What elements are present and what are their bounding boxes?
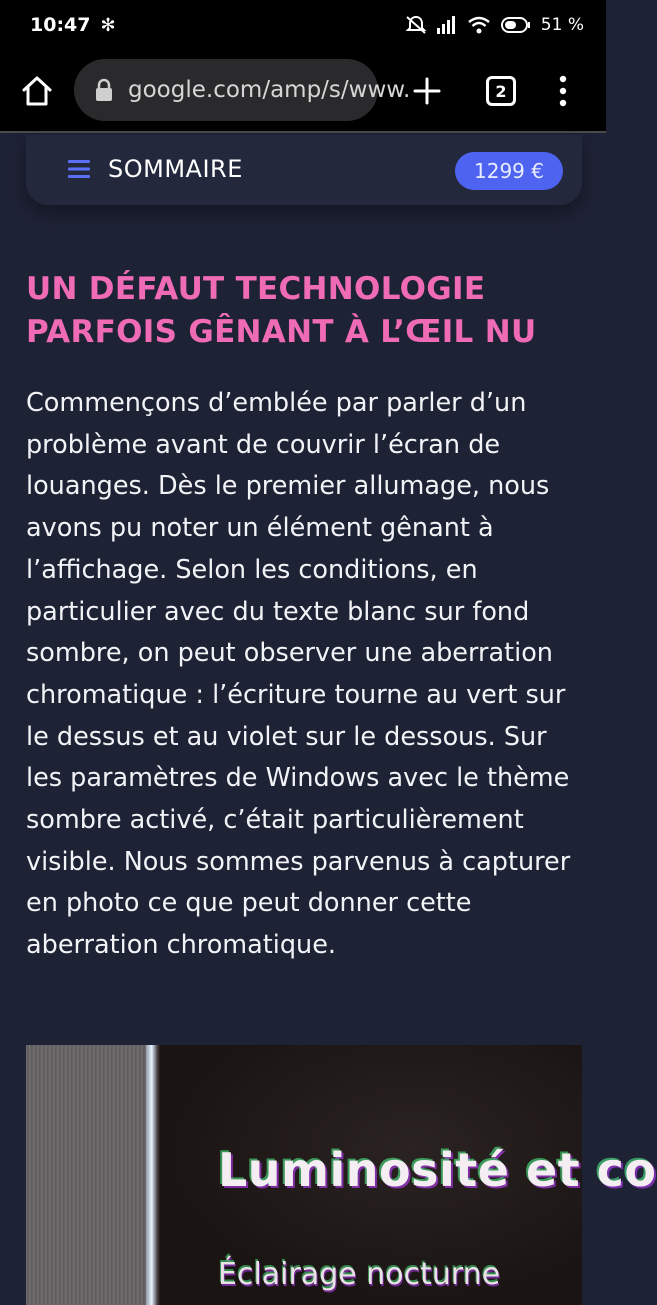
status-bar: [0, 0, 606, 50]
article-content: [0, 133, 657, 1292]
home-icon[interactable]: [20, 74, 54, 108]
status-icons: [405, 15, 584, 35]
sommaire-bar[interactable]: [26, 135, 582, 205]
price-badge[interactable]: 1299 €: [455, 152, 563, 190]
section-heading: UN DÉFAUT TECHNOLOGIE PARFOIS GÊNANT À L’ŒIL NU: [26, 271, 537, 350]
photo-screen-edge: [146, 1045, 160, 1305]
browser-toolbar: [0, 50, 606, 132]
battery-percent: 51 %: [540, 15, 584, 35]
article-paragraph: Commençons d’emblée par parler d’un problème avant de couvrir l’écran de louanges. Dès le premier allumage, nous avons pu noter un élément gênant à l’affichage. Selon les conditions, en particulier avec du texte blanc sur fond sombre, on peut observer une aberration chromatique : l’écriture tourne au vert sur le dessus et au violet sur le dessous. Sur les paramètres de Windows avec le thème sombre activé, c’était particulièrement visible. Nous sommes parvenus à capturer en photo ce que peut donner cette aberration chromatique.: [26, 388, 571, 961]
tab-switcher-button[interactable]: 2: [486, 76, 516, 106]
sommaire-label: SOMMAIRE: [108, 155, 243, 183]
url-bar[interactable]: [74, 59, 411, 121]
new-tab-icon[interactable]: [410, 74, 444, 108]
more-options-icon[interactable]: [554, 74, 572, 108]
silent-icon: [405, 15, 427, 35]
photo-caption-text: Luminosité et co: [218, 1143, 657, 1197]
url-text: google.com/amp/s/www.: [128, 77, 411, 103]
signal-icon: [437, 16, 457, 34]
lock-icon: [94, 78, 114, 102]
bluetooth-icon: ✻: [100, 14, 116, 36]
battery-icon: [501, 16, 531, 34]
photo-subtext: Éclairage nocturne: [218, 1257, 501, 1292]
photo-bezel: [26, 1045, 152, 1305]
hamburger-menu-icon: [68, 160, 90, 178]
article-photo: [26, 1045, 657, 1305]
wifi-icon: [467, 16, 491, 34]
status-time: 10:47: [30, 14, 91, 36]
